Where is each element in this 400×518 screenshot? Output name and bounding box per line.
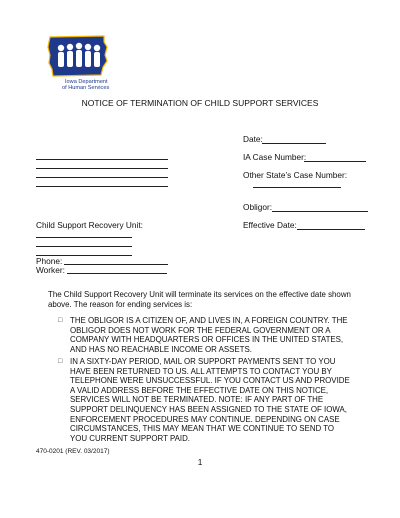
reason-line: IN A SIXTY-DAY PERIOD, MAIL OR SUPPORT PAYMENTS SENT TO YOU [70, 357, 336, 366]
date-line [262, 143, 326, 144]
reason-line: ENFORCEMENT PROCEDURES MAY CONTINUE. DEPENDING ON CASE [70, 414, 340, 424]
address-line [36, 177, 168, 178]
effective-date-label: Effective Date: [243, 220, 297, 230]
obligor-label: Obligor: [243, 202, 273, 212]
reason-line: CIRCUMSTANCES, THIS MAY MEAN THAT WE CONTINUE TO SEND TO [70, 424, 335, 434]
ia-case-number-label: IA Case Number: [243, 152, 307, 162]
address-line [36, 159, 168, 160]
recovery-unit-line [36, 246, 132, 247]
reason-line: HAVE BEEN RETURNED TO US. ALL ATTEMPTS TO CONTACT YOU BY [70, 366, 332, 376]
agency-name-line-1: Iowa Department [65, 79, 108, 85]
ia-case-number-line [304, 161, 366, 162]
recovery-unit-label: Child Support Recovery Unit: [36, 220, 143, 230]
worker-line [67, 273, 167, 274]
address-line [36, 168, 168, 169]
reason-2-text [70, 357, 350, 443]
iowa-logo-icon [47, 33, 109, 79]
phone-label: Phone: [36, 256, 63, 266]
agency-logo [47, 33, 109, 91]
other-state-case-number-line [253, 187, 341, 188]
phone-line [64, 264, 168, 265]
reason-line: OBLIGOR DOES NOT WORK FOR THE FEDERAL GOVERNMENT OR A [70, 325, 331, 335]
form-number: 470-0201 (REV. 03/2017) [36, 448, 110, 455]
reason-2-checkbox[interactable]: □ [58, 358, 63, 365]
recovery-unit-line [36, 237, 132, 238]
reason-line: COMPANY WITH HEADQUARTERS OR OFFICES IN THE UNITED STATES, [70, 335, 344, 345]
reason-line: TELEPHONE WERE UNSUCCESSFUL. IF YOU CONTACT US AND PROVIDE [70, 376, 350, 386]
reason-line: THE OBLIGOR IS A CITIZEN OF, AND LIVES IN, A FOREIGN COUNTRY. THE [70, 316, 348, 325]
effective-date-line [297, 229, 365, 230]
reason-line: AND HAS NO REACHABLE INCOME OR ASSETS. [70, 344, 252, 354]
intro-line: The Child Support Recovery Unit will terminate its services on the effective date shown [48, 290, 351, 299]
reason-line: YOU CURRENT SUPPORT PAID. [70, 433, 190, 443]
other-state-case-number-label: Other State’s Case Number: [243, 170, 348, 180]
reason-line: SUPPORT DELINQUENCY HAS BEEN ASSIGNED TO THE STATE OF IOWA, [70, 404, 347, 414]
reason-1-text [70, 316, 348, 354]
reason-1-checkbox[interactable]: □ [58, 317, 63, 324]
reason-line: SERVICES WILL NOT BE TERMINATED. NOTE: IF ANY PART OF THE [70, 395, 324, 405]
worker-label: Worker: [36, 265, 65, 275]
page-number: 1 [197, 457, 203, 467]
date-label: Date: [243, 134, 263, 144]
address-line [36, 186, 168, 187]
agency-name-line-2: of Human Services [62, 85, 110, 91]
reason-line: A VALID ADDRESS BEFORE THE EFFECTIVE DATE ON THIS NOTICE, [70, 385, 329, 395]
page-title: NOTICE OF TERMINATION OF CHILD SUPPORT SERVICES [81, 98, 319, 108]
obligor-line [272, 211, 368, 212]
intro-paragraph [48, 290, 351, 309]
intro-line: above. The reason for ending services is: [48, 299, 193, 309]
